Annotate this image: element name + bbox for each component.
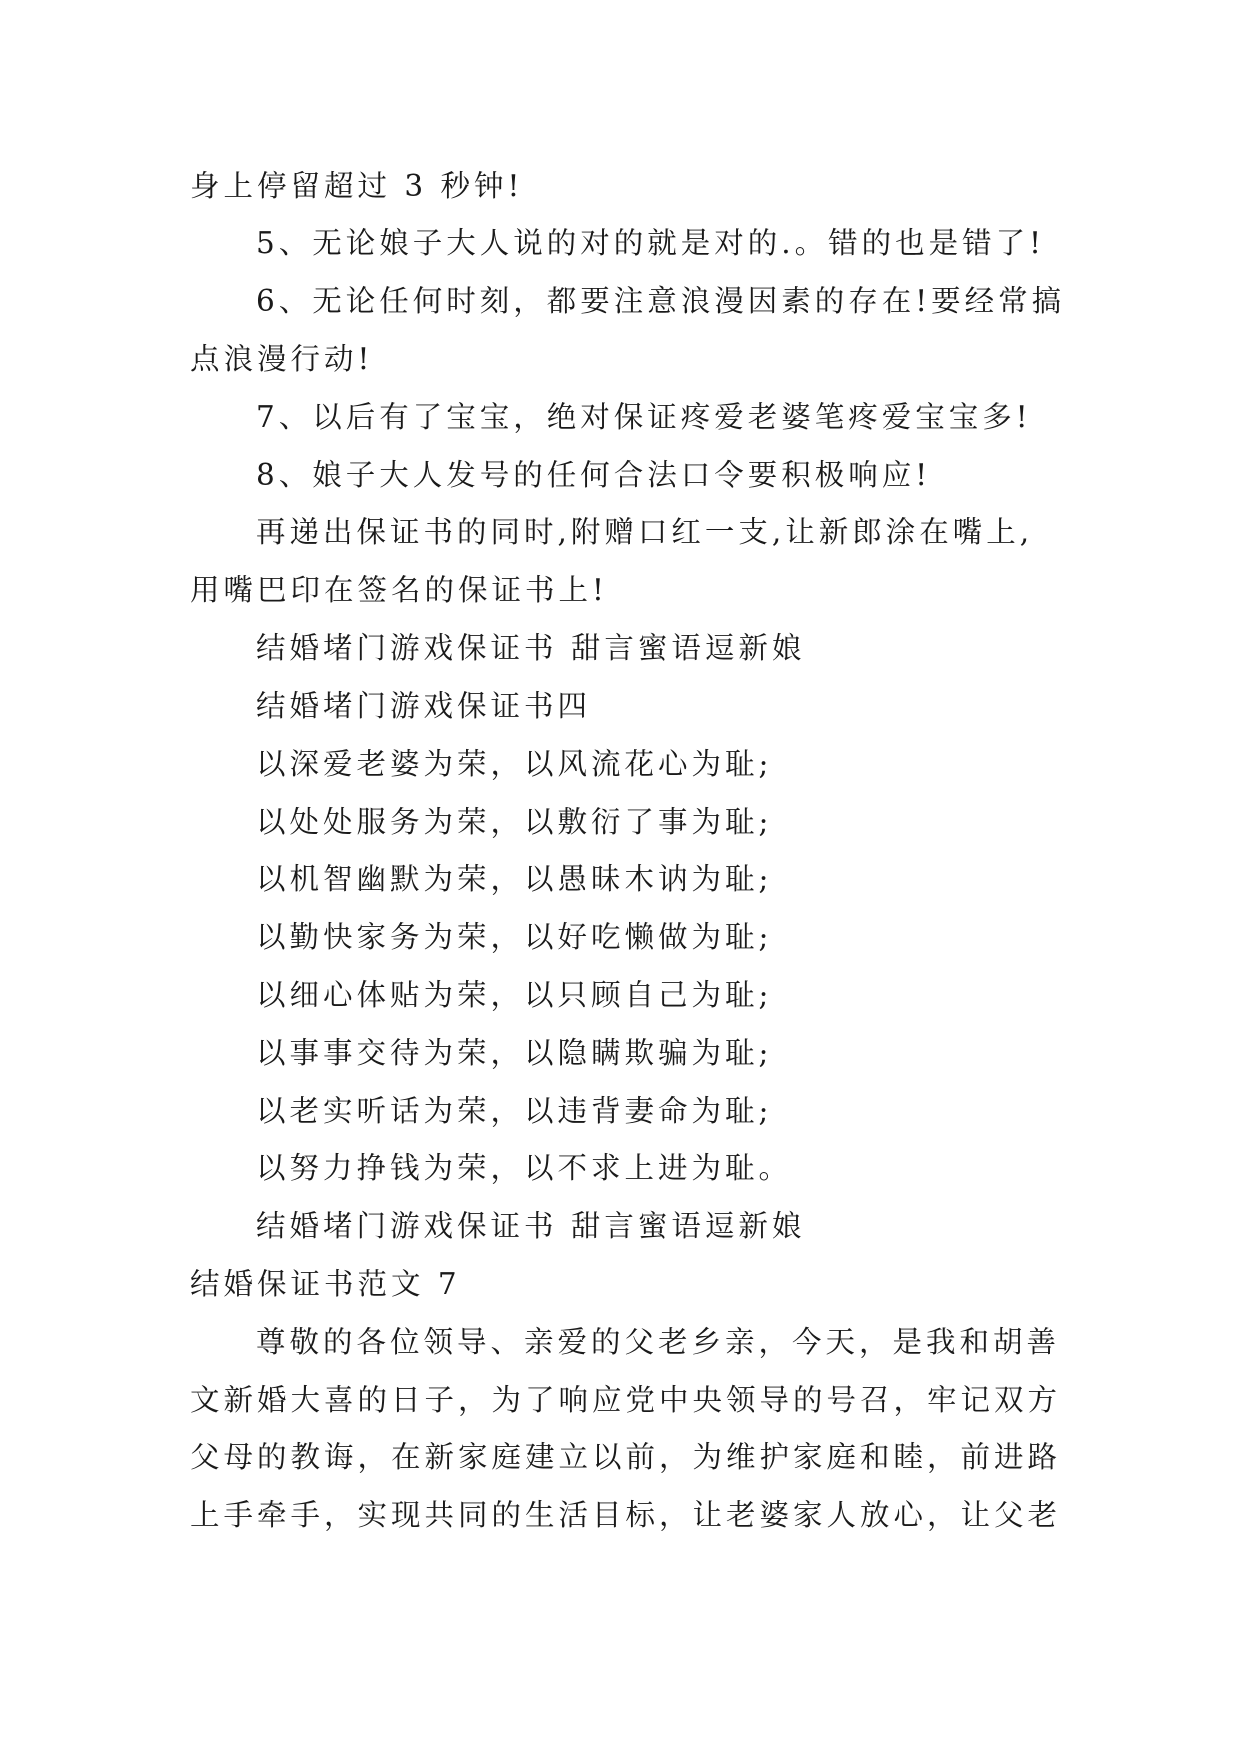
paragraph-line: 用嘴巴印在签名的保证书上! — [190, 573, 608, 607]
vow-line: 以勤快家务为荣，以好吃懒做为耻; — [256, 920, 773, 954]
section-heading: 结婚堵门游戏保证书四 — [256, 689, 592, 723]
vow-line: 以机智幽默为荣，以愚昧木讷为耻; — [256, 862, 773, 896]
vow-line: 以老实听话为荣，以违背妻命为耻; — [256, 1094, 773, 1128]
list-item-8: 8、娘子大人发号的任何合法口令要积极响应! — [256, 458, 932, 492]
vow-line: 以处处服务为荣，以敷衍了事为耻; — [256, 805, 773, 839]
section-caption: 结婚堵门游戏保证书 甜言蜜语逗新娘 — [256, 1209, 806, 1243]
paragraph-line: 文新婚大喜的日子，为了响应党中央领导的号召，牢记双方 — [190, 1383, 1062, 1417]
list-item-5: 5、无论娘子大人说的对的就是对的.。错的也是错了! — [256, 226, 1046, 260]
paragraph-line: 点浪漫行动! — [190, 342, 374, 376]
paragraph-line: 身上停留超过 3 秒钟! — [190, 169, 524, 203]
vow-line: 以事事交待为荣，以隐瞒欺骗为耻; — [256, 1036, 773, 1070]
paragraph-line: 上手牵手，实现共同的生活目标，让老婆家人放心，让父老 — [190, 1498, 1062, 1532]
vow-line: 以努力挣钱为荣，以不求上进为耻。 — [256, 1151, 793, 1185]
vow-line: 以深爱老婆为荣，以风流花心为耻; — [256, 747, 773, 781]
list-item-7: 7、以后有了宝宝，绝对保证疼爱老婆笔疼爱宝宝多! — [256, 400, 1032, 434]
paragraph-line: 父母的教诲，在新家庭建立以前，为维护家庭和睦，前进路 — [190, 1440, 1062, 1474]
section-heading: 结婚保证书范文 7 — [190, 1267, 461, 1301]
section-caption: 结婚堵门游戏保证书 甜言蜜语逗新娘 — [256, 631, 806, 665]
paragraph-line: 尊敬的各位领导、亲爱的父老乡亲，今天，是我和胡善 — [256, 1325, 1061, 1359]
list-item-6: 6、无论任何时刻，都要注意浪漫因素的存在!要经常搞 — [256, 284, 1066, 318]
vow-line: 以细心体贴为荣，以只顾自己为耻; — [256, 978, 773, 1012]
paragraph-line: 再递出保证书的同时,附赠口红一支,让新郎涂在嘴上, — [256, 515, 1034, 549]
